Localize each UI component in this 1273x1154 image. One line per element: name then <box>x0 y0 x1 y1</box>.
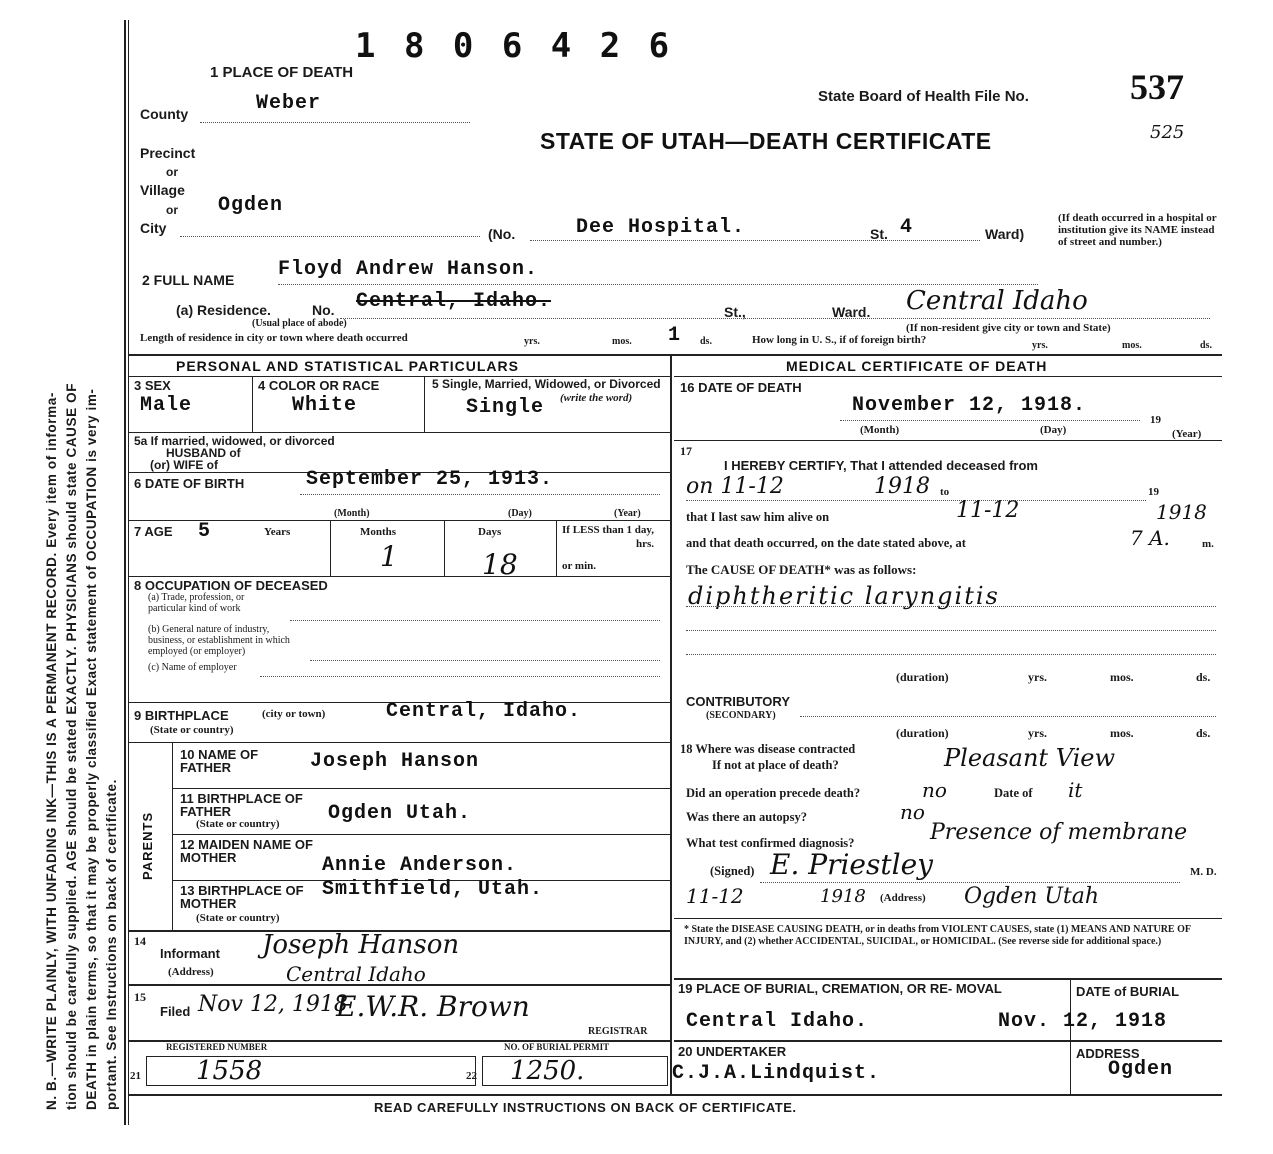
residence-st-label: St., <box>724 304 746 320</box>
autopsy-value: no <box>900 800 925 824</box>
signed-bottom-line <box>674 918 1222 919</box>
center-divider <box>670 354 672 1094</box>
birthplace-note: (city or town) <box>262 708 326 720</box>
secondary-label: (SECONDARY) <box>706 710 776 721</box>
cause-line-1 <box>686 606 1216 607</box>
occupation-c: (c) Name of employer <box>148 662 237 673</box>
contributory-line <box>800 716 1216 717</box>
dod-day: (Day) <box>1040 424 1067 436</box>
burial-date: Nov. 12, 1918 <box>998 1010 1168 1033</box>
marital-label: 5 Single, Married, Widowed, or Divorced <box>432 377 661 391</box>
section-top-line <box>128 354 1222 356</box>
side-note-line-1: N. B.—WRITE PLAINLY, WITH UNFADING INK—THIS IS A PERMANENT RECORD. Every item of informa- <box>44 392 59 1110</box>
street-label: St. <box>870 226 888 242</box>
filed-number: 15 <box>134 990 146 1004</box>
informant-label: Informant <box>160 946 220 961</box>
filed-label: Filed <box>160 1004 191 1019</box>
dob-underline <box>300 494 660 495</box>
age-divider-2 <box>444 520 445 576</box>
medical-heading: MEDICAL CERTIFICATE OF DEATH <box>786 358 1048 374</box>
days-label: Days <box>478 526 502 538</box>
length-ds-value: 1 <box>668 324 682 347</box>
dod-year: (Year) <box>1172 428 1202 440</box>
residence-handwritten: Central Idaho <box>906 286 1088 316</box>
foreign-ds: ds. <box>1200 340 1212 351</box>
physician-signature: E. Priestley <box>770 848 933 881</box>
length-mos: mos. <box>612 336 632 347</box>
last-saw-date: 11-12 <box>956 498 1020 523</box>
nonresident-note: (If non-resident give city or town and State) <box>906 322 1111 334</box>
certify-text: I HEREBY CERTIFY, That I attended deceased from <box>724 458 1038 473</box>
dob-day: (Day) <box>508 508 532 519</box>
or-min-label: or min. <box>562 560 597 572</box>
age-years: 5 <box>198 520 212 543</box>
parents-divider <box>172 742 173 930</box>
footer-line <box>128 1094 1222 1096</box>
item-22: 22 <box>466 1070 477 1082</box>
color-divider <box>424 376 425 432</box>
permit-label: NO. OF BURIAL PERMIT <box>504 1042 610 1052</box>
duration-1-ds: ds. <box>1196 670 1211 684</box>
full-name-underline <box>278 284 1038 285</box>
dod-year-prefix: 19 <box>1150 414 1161 426</box>
residence-underline <box>340 318 1210 319</box>
file-number: 537 <box>1130 67 1184 107</box>
undertaker-address: Ogden <box>1108 1058 1174 1081</box>
occ-c-line <box>260 676 660 677</box>
burial-place: Central Idaho. <box>686 1010 869 1033</box>
death-time-label: and that death occurred, on the date stated above, at <box>686 536 966 550</box>
place-of-death-heading: 1 PLACE OF DEATH <box>210 64 354 81</box>
foreign-birth-label: How long in U. S., if of foreign birth? <box>752 334 927 346</box>
test-value: Presence of membrane <box>930 820 1188 845</box>
mother-name: Annie Anderson. <box>322 854 518 877</box>
father-label: 10 NAME OF FATHER <box>180 747 259 775</box>
age-divider-3 <box>556 520 557 576</box>
attended-year-end: 19 <box>1148 486 1159 498</box>
row-birthplace-bottom <box>128 742 670 743</box>
mother-birthplace: Smithfield, Utah. <box>322 878 544 901</box>
hospital-name: Dee Hospital. <box>576 216 746 239</box>
item-21: 21 <box>130 1070 141 1082</box>
dod-month: (Month) <box>860 424 900 436</box>
ward-label: Ward) <box>985 226 1025 242</box>
father-birthplace-label: 11 BIRTHPLACE OF FATHER <box>180 791 303 819</box>
side-note-line-3: DEATH in plain terms, so that it may be properly classified Exact statement of OCCUPATION is very im- <box>84 388 99 1110</box>
dob-year: (Year) <box>614 508 641 519</box>
signed-label: (Signed) <box>710 864 755 878</box>
dob-label: 6 DATE OF BIRTH <box>134 476 245 491</box>
dod-label: 16 DATE OF DEATH <box>680 380 802 395</box>
operation-value: no <box>922 778 947 802</box>
duration-2-mos: mos. <box>1110 726 1134 740</box>
duration-2: (duration) <box>896 726 949 740</box>
burial-bottom-line <box>674 1040 1222 1042</box>
age-label: 7 AGE <box>134 524 173 539</box>
birthplace-label: 9 BIRTHPLACE <box>134 708 229 723</box>
informant-signature: Joseph Hanson <box>262 930 460 960</box>
last-saw-year: 1918 <box>1156 500 1207 524</box>
side-note-line-4: portant. See Instructions on back of certificate. <box>104 779 119 1110</box>
full-name-value: Floyd Andrew Hanson. <box>278 258 539 281</box>
cause-label: The CAUSE OF DEATH* was as follows: <box>686 562 917 577</box>
months-label: Months <box>360 526 397 538</box>
operation-date-label: Date of <box>994 786 1033 800</box>
dob-month: (Month) <box>334 508 370 519</box>
spouse-label-3: (or) WIFE of <box>150 458 218 472</box>
file-number-alt: 525 <box>1150 122 1185 143</box>
occ-b-line <box>310 660 660 661</box>
mother-birthplace-note: (State or country) <box>196 912 280 924</box>
street-value: 4 <box>900 216 914 239</box>
occupation-label: 8 OCCUPATION OF DECEASED <box>134 578 328 593</box>
or-2: or <box>166 203 178 217</box>
father-birthplace: Ogden Utah. <box>328 802 472 825</box>
city-no-label: (No. <box>488 226 516 242</box>
instructions-text: READ CAREFULLY INSTRUCTIONS ON BACK OF CERTIFICATE. <box>374 1100 797 1115</box>
md-label: M. D. <box>1190 866 1217 878</box>
duration-2-ds: ds. <box>1196 726 1211 740</box>
cause-line-2 <box>686 630 1216 631</box>
sex-divider <box>252 376 253 432</box>
marital-value: Single <box>466 396 545 419</box>
registrar-signature: E.W.R. Brown <box>336 990 530 1023</box>
duration-1: (duration) <box>896 670 949 684</box>
birthplace-note-2: (State or country) <box>150 724 234 736</box>
length-residence-label: Length of residence in city or town where death occurred <box>140 332 408 344</box>
duration-1-yrs: yrs. <box>1028 670 1047 684</box>
hospital-note: (If death occurred in a hospital or institution give its NAME instead of street and number.) <box>1058 212 1217 248</box>
registered-number: 1558 <box>196 1056 263 1086</box>
village-label: Village <box>140 182 185 198</box>
spouse-label-2: HUSBAND of <box>166 446 241 460</box>
stamp-number: 1 8 0 6 4 2 6 <box>355 26 674 66</box>
signed-year: 1918 <box>820 886 866 907</box>
physician-address-label: (Address) <box>880 892 926 904</box>
or-1: or <box>166 165 178 179</box>
occupation-a: (a) Trade, profession, or particular kind of work <box>148 592 245 614</box>
father-birthplace-note: (State or country) <box>196 818 280 830</box>
autopsy-label: Was there an autopsy? <box>686 810 807 824</box>
county-label: County <box>140 106 189 122</box>
county-value: Weber <box>256 92 322 115</box>
age-days: 18 <box>482 548 518 581</box>
residence-ward-label: Ward. <box>832 304 871 320</box>
signed-date: 11-12 <box>686 884 744 908</box>
informant-address-label: (Address) <box>168 966 214 978</box>
side-note-line-2: tion should be carefully supplied. AGE should be stated EXACTLY. PHYSICIANS should state CAUSE OF <box>64 382 79 1110</box>
row-sex-bottom <box>128 432 670 433</box>
occupation-b: (b) General nature of industry, business, or establishment in which employed (or employer) <box>148 624 290 657</box>
undertaker-label: 20 UNDERTAKER <box>678 1044 787 1059</box>
full-name-label: 2 FULL NAME <box>142 272 235 288</box>
informant-address: Central Idaho <box>286 962 426 986</box>
dod-bottom-line <box>674 440 1222 441</box>
attended-underline <box>686 500 1146 501</box>
duration-2-yrs: yrs. <box>1028 726 1047 740</box>
cause-value: diphtheritic laryngitis <box>688 582 1000 610</box>
hospital-underline <box>530 240 980 241</box>
left-border-inner <box>128 20 129 1125</box>
cause-line-3 <box>686 654 1216 655</box>
city-label: City <box>140 220 167 236</box>
test-label: What test confirmed diagnosis? <box>686 836 855 850</box>
marital-note: (write the word) <box>560 392 633 404</box>
left-border <box>124 20 126 1125</box>
foreign-mos: mos. <box>1122 340 1142 351</box>
footnote-bottom-line <box>674 978 1222 980</box>
row-father-bottom <box>172 788 670 789</box>
informant-number: 14 <box>134 934 146 948</box>
contributory-label: CONTRIBUTORY <box>686 694 790 709</box>
residence-label: (a) Residence. <box>176 302 271 318</box>
father-name: Joseph Hanson <box>310 750 480 773</box>
contracted-label-2: If not at place of death? <box>712 758 839 772</box>
duration-1-mos: mos. <box>1110 670 1134 684</box>
sex-label: 3 SEX <box>134 378 171 393</box>
registrar-label: REGISTRAR <box>588 1026 648 1037</box>
color-value: White <box>292 394 358 417</box>
city-underline <box>180 236 480 237</box>
undertaker-address-label: ADDRESS <box>1076 1046 1140 1061</box>
row-father-bp-bottom <box>172 834 670 835</box>
age-months: 1 <box>380 540 398 573</box>
last-saw-label: that I last saw him alive on <box>686 510 830 524</box>
dob-value: September 25, 1913. <box>306 468 554 491</box>
death-time: 7 A. <box>1130 526 1170 550</box>
attended-year: 1918 <box>874 474 930 499</box>
permit-number: 1250. <box>510 1056 585 1086</box>
certificate-title: STATE OF UTAH—DEATH CERTIFICATE <box>540 128 992 154</box>
file-number-label: State Board of Health File No. <box>818 88 1029 105</box>
occ-a-line <box>290 620 660 621</box>
hrs-label: hrs. <box>636 538 655 550</box>
precinct-label: Precinct <box>140 145 196 161</box>
operation-label: Did an operation precede death? <box>686 786 861 800</box>
filed-date: Nov 12, 1918 <box>198 992 348 1017</box>
foreign-yrs: yrs. <box>1032 340 1048 351</box>
residence-no-label: No. <box>312 302 335 318</box>
physician-address: Ogden Utah <box>964 884 1100 909</box>
mother-birthplace-label: 13 BIRTHPLACE OF MOTHER <box>180 883 304 911</box>
length-yrs: yrs. <box>524 336 540 347</box>
row-age-bottom <box>128 576 670 577</box>
spouse-label-1: 5a If married, widowed, or divorced <box>134 434 335 448</box>
color-label: 4 COLOR OR RACE <box>258 378 380 393</box>
signed-underline <box>760 882 1180 883</box>
length-ds: ds. <box>700 336 712 347</box>
abode-note: (Usual place of abode) <box>252 318 347 329</box>
burial-divider <box>1070 978 1071 1094</box>
residence-value: Central, Idaho. <box>356 290 552 313</box>
death-time-m: m. <box>1202 538 1214 550</box>
parents-label: PARENTS <box>140 811 155 880</box>
footnote: * State the DISEASE CAUSING DEATH, or in deaths from VIOLENT CAUSES, state (1) MEANS AND NATURE OF INJURY, and (2) whether ACCIDENTAL, SUICIDAL, or HOMICIDAL. (See reverse side for additional space.) <box>684 924 1191 947</box>
burial-date-label: DATE of BURIAL <box>1076 984 1180 999</box>
operation-date: it <box>1068 778 1083 802</box>
contracted-value: Pleasant View <box>944 744 1116 772</box>
contracted-label: 18 Where was disease contracted <box>680 742 856 756</box>
registered-label: REGISTERED NUMBER <box>166 1042 268 1052</box>
less-than-label: If LESS than 1 day, <box>562 524 655 536</box>
years-label: Years <box>264 526 291 538</box>
county-underline <box>200 122 470 123</box>
birthplace-value: Central, Idaho. <box>386 700 582 723</box>
item-17: 17 <box>680 444 692 458</box>
sex-value: Male <box>140 394 193 417</box>
personal-heading: PERSONAL AND STATISTICAL PARTICULARS <box>176 358 519 374</box>
attended-to: to <box>940 486 950 498</box>
undertaker-name: C.J.A.Lindquist. <box>672 1062 881 1085</box>
city-value: Ogden <box>218 194 284 217</box>
row-informant-bottom <box>128 984 670 986</box>
age-divider-1 <box>330 520 331 576</box>
mother-label: 12 MAIDEN NAME OF MOTHER <box>180 837 313 865</box>
dod-underline <box>840 420 1140 421</box>
burial-label: 19 PLACE OF BURIAL, CREMATION, OR RE- MOVAL <box>678 981 1002 996</box>
dod-value: November 12, 1918. <box>852 394 1087 417</box>
attended-from: on 11-12 <box>686 474 784 499</box>
medical-heading-line <box>674 376 1222 377</box>
